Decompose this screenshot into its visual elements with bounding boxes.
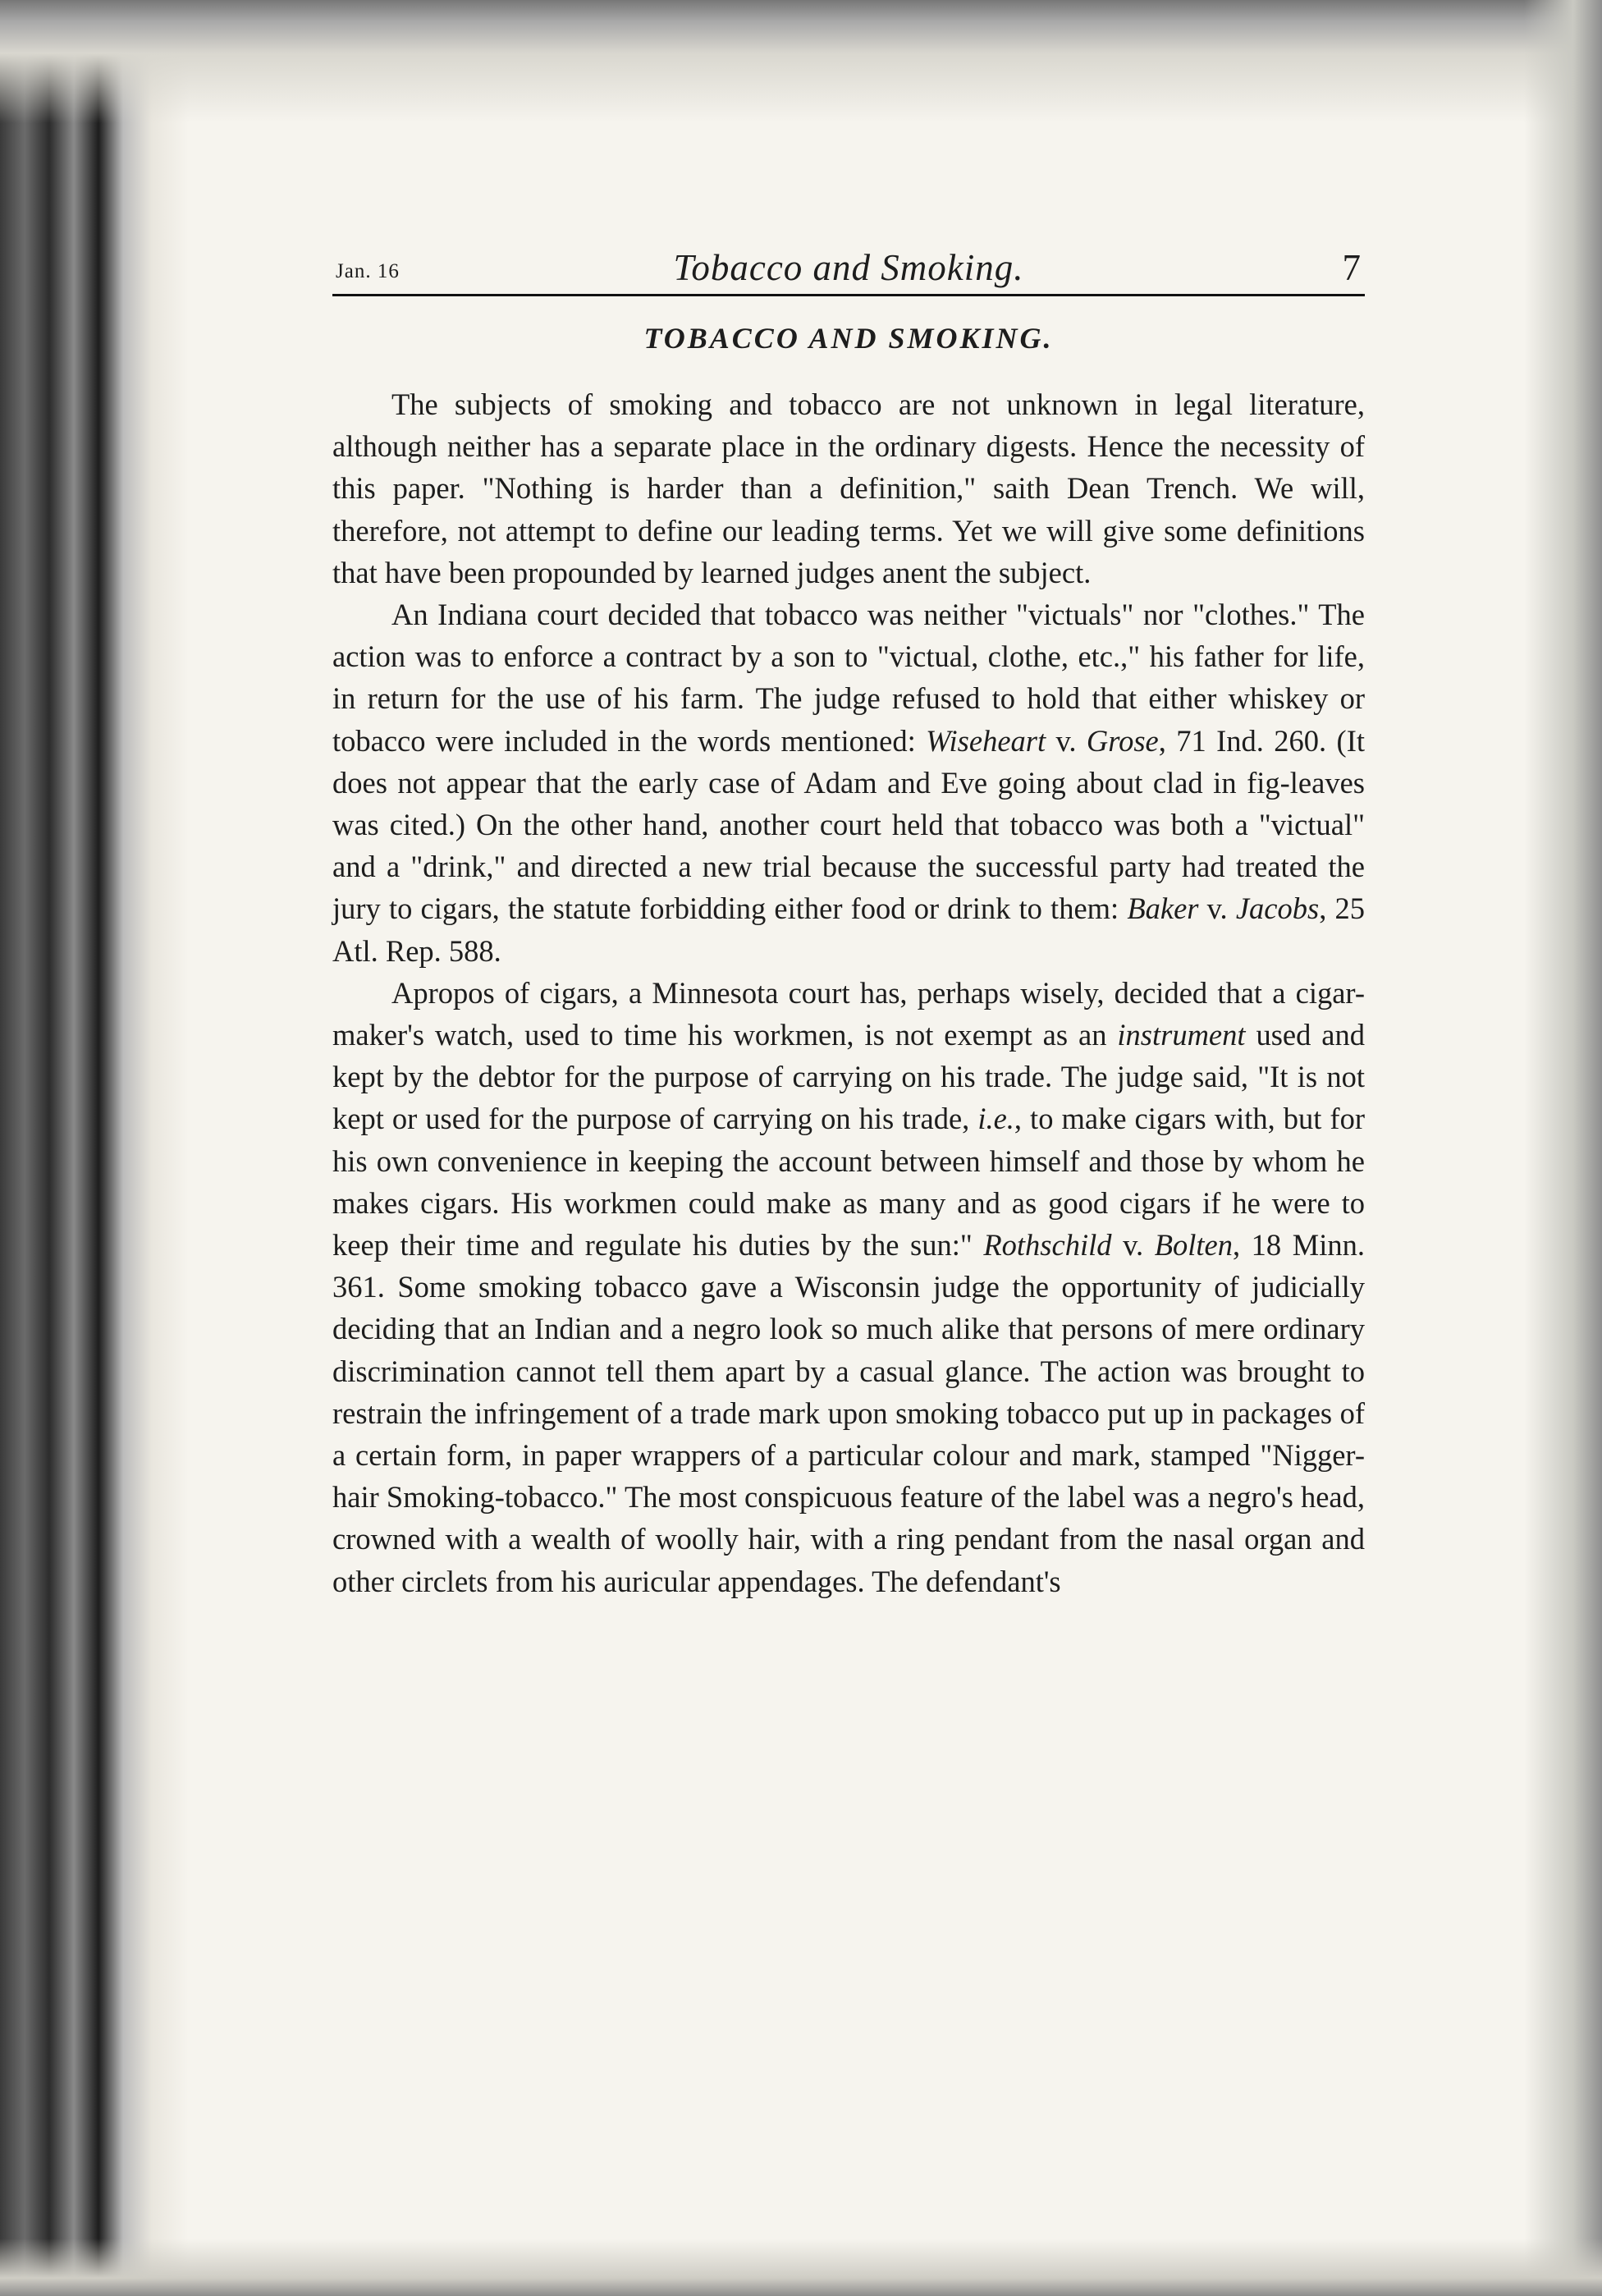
paragraph-text: , 25 Atl. Rep. 588.	[332, 891, 1365, 968]
case-name: Jacobs	[1235, 891, 1320, 926]
case-name: Grose	[1086, 723, 1159, 758]
running-title: Tobacco and Smoking.	[673, 247, 1024, 288]
scan-top-shadow	[0, 0, 1602, 123]
scan-right-shadow	[1524, 0, 1602, 2296]
article-title: TOBACCO AND SMOKING.	[643, 322, 1054, 355]
paragraph-text: An Indiana court decided that tobacco was neither "victuals" nor "clothes." The action was to enforce a contract by a son to "victual, clothe, etc.," his father for life, in return for the use of his farm. The judge refused to hold that either whiskey or tobacco were included in the words mentioned:	[332, 598, 1365, 758]
issue-date: Jan. 16	[336, 260, 400, 282]
paragraph-text: used and kept by the debtor for the purpose of carrying on his trade. The judge said, "It is not kept or used for the purpose of carrying on his trade,	[332, 1018, 1365, 1136]
running-header	[332, 246, 1365, 296]
paragraph-text: , 71 Ind. 260. (It does not appear that the early case of Adam and Eve going about clad in fig-leaves was cited.) On the other hand, another court held that tobacco was both a "victual" and a "drink," and directed a new trial because the successful party had treated the jury to cigars, the statute forbidding either food or drink to them:	[332, 723, 1365, 926]
case-name: Bolten	[1154, 1228, 1233, 1263]
paragraph-text: , to make cigars with, but for his own convenience in keeping the account between himself and those by whom he makes cigars. His workmen could make as many and as good cigars if he were to keep their time and regulate his duties by the sun:"	[332, 1102, 1365, 1263]
article-paragraph: The subjects of smoking and tobacco are not unknown in legal literature, although neither has a separate place in the ordinary digests. Hence the necessity of this paper. "Nothing is harder than a definition," saith Dean Trench. We will, therefore, not attempt to define our leading terms. Yet we will give some definitions that have been propounded by learned judges anent the subject.	[332, 387, 1365, 589]
case-name: Rothschild	[983, 1228, 1112, 1263]
emphasized-term: i.e.	[977, 1102, 1014, 1136]
paragraph-text: , 18 Minn. 361. Some smoking tobacco gave a Wisconsin judge the opportunity of judicially deciding that an Indian and a negro look so much alike that persons of mere ordinary discrimination cannot tell them apart by a casual glance. The action was brought to restrain the infringement of a trade mark upon smoking tobacco put up in packages of a certain form, in paper wrappers of a particular colour and mark, stamped "Nigger-hair Smoking-tobacco." The most conspicuous feature of the label was a negro's head, crowned with a wealth of woolly hair, with a ring pendant from the nasal organ and other circlets from his auricular appendages. The defendant's	[332, 1228, 1365, 1598]
paragraph-text: v.	[1111, 1228, 1155, 1263]
page-number: 7	[1342, 247, 1361, 288]
document-page	[332, 246, 1365, 2036]
case-name: Wiseheart	[926, 723, 1046, 758]
article-paragraph	[332, 972, 1365, 1602]
case-name: Baker	[1127, 891, 1199, 926]
article-paragraph	[332, 593, 1365, 972]
scan-bottom-shadow	[0, 2239, 1602, 2296]
emphasized-term: instrument	[1117, 1018, 1246, 1052]
paragraph-text: v.	[1198, 891, 1236, 926]
paragraph-text: v.	[1046, 723, 1087, 758]
paragraph-text: Apropos of cigars, a Minnesota court has, perhaps wisely, decided that a cigar-maker's watch, used to time his workmen, is not exempt as an	[332, 975, 1365, 1052]
